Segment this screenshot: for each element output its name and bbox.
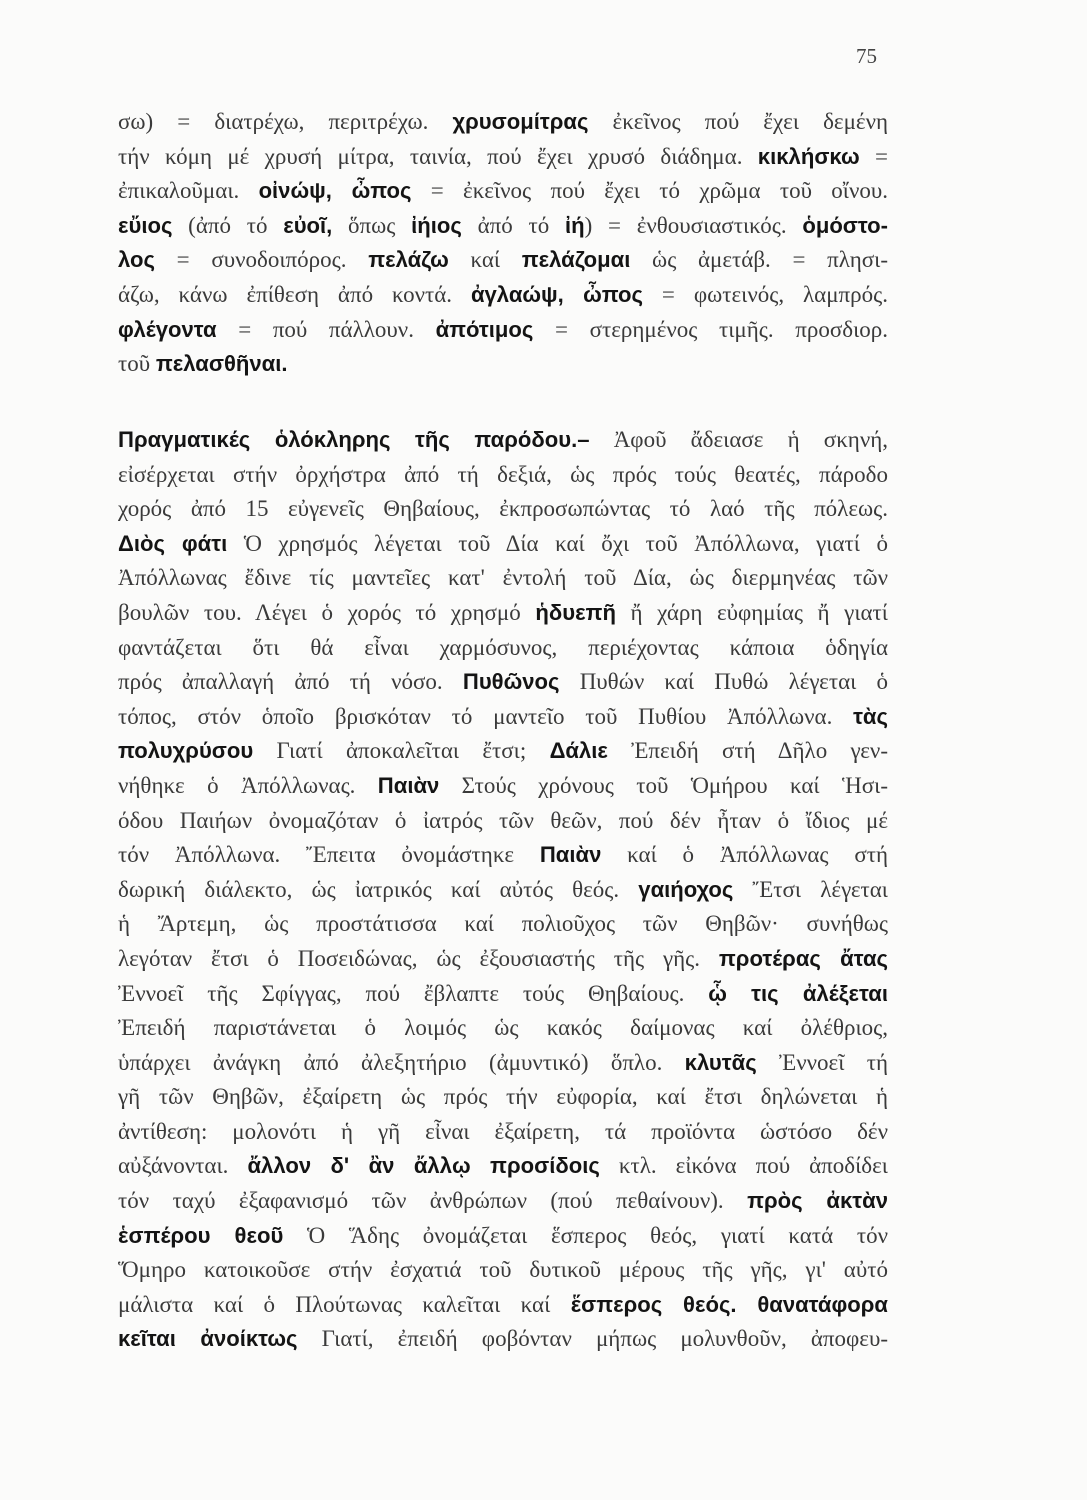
gloss-text: Στούς χρόνους τοῦ Ὁμήρου καί Ἡσι- <box>439 772 888 798</box>
section-heading: Πραγματικές ὁλόκληρης τῆς παρόδου.– <box>118 427 590 452</box>
gloss-text: άζω, κάνω ἐπίθεση ἀπό κοντά. <box>118 281 471 307</box>
gloss-text: Ἀφοῦ ἄδειασε ἡ σκηνή, <box>589 427 888 452</box>
gloss-text: σω) = διατρέχω, περιτρέχω. <box>118 109 453 134</box>
lemma-term: κικλήσκω <box>757 143 860 169</box>
gloss-text: Ὁ Ἅδης ὀνομάζεται ἕσπερος θεός, γιατί κατά τόν <box>283 1222 888 1248</box>
text-line <box>118 907 888 942</box>
text-line <box>118 278 888 313</box>
text-line <box>118 631 888 666</box>
gloss-text: κτλ. εἰκόνα πού ἀποδίδει <box>599 1153 888 1179</box>
gloss-text: Ἔτσι λέγεται <box>733 876 888 902</box>
text-line <box>118 243 888 278</box>
lemma-term: εὐοῖ, <box>283 212 333 238</box>
lemma-term: χρυσομίτρας <box>452 109 589 134</box>
lemma-term: προτέρας ἄτας <box>718 945 888 971</box>
text-line <box>118 1184 888 1219</box>
gloss-text: ὅπως <box>332 212 412 238</box>
lemma-term: οἰνώψ, ὦπος <box>258 178 412 204</box>
text-line <box>118 873 888 908</box>
gloss-text: νήθηκε ὁ Ἀπόλλωνας. <box>118 772 378 798</box>
gloss-text: Ὁ χρησμός λέγεται τοῦ Δία καί ὄχι τοῦ Ἀπόλλωνα, γιατί ὁ <box>227 530 888 556</box>
lemma-term: φλέγοντα <box>118 316 217 342</box>
text-line <box>118 209 888 244</box>
lemma-term: πελασθῆναι. <box>155 351 288 377</box>
gloss-text: μάλιστα καί ὁ Πλούτωνας καλεῖται καί <box>118 1291 571 1317</box>
gloss-text: = ἐκεῖνος πού ἔχει τό χρῶμα τοῦ οἴνου. <box>411 178 888 204</box>
lemma-term: ὁμόστο- <box>802 212 888 238</box>
lemma-term: ἀπότιμος <box>435 316 534 342</box>
gloss-text: ἀντίθεση: μολονότι ἡ γῆ εἶναι ἐξαίρετη, τά προϊόντα ὡστόσο δέν <box>118 1118 888 1144</box>
text-line <box>118 769 888 804</box>
gloss-text: Γιατί ἀποκαλεῖται ἔτσι; <box>253 738 550 764</box>
gloss-text: Ἐννοεῖ τή <box>756 1049 888 1075</box>
gloss-text: ἡ Ἄρτεμη, ὡς προστάτισσα καί πολιοῦχος τῶν Θηβῶν· συνήθως <box>118 911 888 937</box>
gloss-text: = <box>859 143 888 169</box>
lemma-term: Πυθῶνος <box>462 669 560 695</box>
gloss-text: δωρική διάλεκτο, ὡς ἰατρικός καί αὐτός θεός. <box>118 876 639 902</box>
lemma-term: ἀγλαώψ, ὦπος <box>470 281 644 307</box>
gloss-text: Γιατί, ἐπειδή φοβόνταν μήπως μολυνθοῦν, ἀποφευ- <box>297 1326 888 1352</box>
gloss-text: πρός ἀπαλλαγή ἀπό τή νόσο. <box>118 669 463 695</box>
lemma-term: ἄλλον δ' ἂν ἄλλῳ προσίδοις <box>247 1153 600 1179</box>
gloss-text: Ἐπειδή παριστάνεται ὁ λοιμός ὡς κακός δαίμονας καί ὀλέθριος, <box>118 1015 888 1041</box>
lemma-term: ᾧ τις ἀλέξεται <box>708 980 888 1006</box>
text-line <box>118 1115 888 1150</box>
text-line <box>118 174 888 209</box>
gloss-text: = στερημένος τιμῆς. προσδιορ. <box>533 316 888 342</box>
lemma-term: Παιὰν <box>539 842 602 868</box>
text-line <box>118 105 888 140</box>
lemma-term: γαιήοχος <box>638 876 734 902</box>
gloss-text: ἐπικαλοῦμαι. <box>118 178 259 204</box>
gloss-text: λεγόταν ἔτσι ὁ Ποσειδώνας, ὡς ἐξουσιαστής τῆς γῆς. <box>118 945 719 971</box>
gloss-text: ἀπό τό <box>461 212 565 238</box>
lemma-term: ἕσπερος θεός. θανατάφορα <box>570 1291 888 1317</box>
lemma-term: Δάλιε <box>549 738 608 764</box>
lemma-term: Παιὰν <box>377 772 440 798</box>
gloss-text: Ὅμηρο κατοικοῦσε στήν ἐσχατιά τοῦ δυτικοῦ μέρους τῆς γῆς, γι' αὐτό <box>118 1257 888 1283</box>
text-line <box>118 1219 888 1254</box>
lemma-term: πελάζομαι <box>521 247 631 273</box>
text-line <box>118 458 888 493</box>
gloss-text: αὐξάνονται. <box>118 1153 248 1179</box>
glossary-paragraph <box>118 105 888 382</box>
gloss-text: βουλῶν του. Λέγει ὁ χορός τό χρησμό <box>118 599 536 625</box>
text-line <box>118 492 888 527</box>
text-line <box>118 700 888 735</box>
gloss-text: = πού πάλλουν. <box>216 316 436 342</box>
lemma-term: πολυχρύσου <box>118 738 254 764</box>
gloss-text: Ἐννοεῖ τῆς Σφίγγας, πού ἔβλαπτε τούς Θηβαίους. <box>118 980 709 1006</box>
text-line <box>118 1011 888 1046</box>
gloss-text: τόν ταχύ ἐξαφανισμό τῶν ἀνθρώπων (πού πεθαίνουν). <box>118 1188 748 1214</box>
text-line <box>118 1253 888 1288</box>
gloss-text: τήν κόμη μέ χρυσή μίτρα, ταινία, πού ἔχει χρυσό διάδημα. <box>118 143 758 169</box>
page-number: 75 <box>856 44 877 68</box>
gloss-text: Ἀπόλλωνας ἔδινε τίς μαντεῖες κατ' ἐντολή τοῦ Δία, ὡς διερμηνέας τῶν <box>118 565 888 591</box>
lemma-term: ἑσπέρου θεοῦ <box>118 1222 284 1248</box>
text-line <box>118 1149 888 1184</box>
text-line <box>118 347 288 382</box>
text-line <box>118 942 888 977</box>
text-line <box>118 423 888 458</box>
gloss-text: = φωτεινός, λαμπρός. <box>643 281 888 307</box>
text-line <box>118 561 888 596</box>
lemma-term: κεῖται ἀνοίκτως <box>118 1326 298 1352</box>
text-line <box>118 527 888 562</box>
lemma-term: τὰς <box>853 703 888 729</box>
lemma-term: πελάζω <box>368 247 449 273</box>
gloss-text: ) = ἐνθουσιαστικός. <box>584 212 803 238</box>
gloss-text: τόν Ἀπόλλωνα. Ἔπειτα ὀνομάστηκε <box>118 842 540 868</box>
text-line <box>118 977 888 1012</box>
gloss-text: καί ὁ Ἀπόλλωνας στή <box>601 842 888 868</box>
gloss-text: καί <box>448 247 522 273</box>
gloss-text: τόπος, στόν ὁποῖο βρισκόταν τό μαντεῖο τοῦ Πυθίου Ἀπόλλωνα. <box>118 703 854 729</box>
gloss-text: όδου Παιήων ὀνομαζόταν ὁ ἰατρός τῶν θεῶν, πού δέν ἦταν ὁ ἴδιος μέ <box>118 807 888 833</box>
gloss-text: γῆ τῶν Θηβῶν, ἐξαίρετη ὡς πρός τήν εὐφορία, καί ἔτσι δηλώνεται ἡ <box>118 1084 888 1110</box>
text-line <box>118 140 888 175</box>
lemma-term: ἰήιος <box>411 212 462 238</box>
text-line <box>118 1080 888 1115</box>
text-line <box>118 313 888 348</box>
lemma-term: Διὸς φάτι <box>118 530 228 556</box>
gloss-text: εἰσέρχεται στήν ὀρχήστρα ἀπό τή δεξιά, ὡς πρός τούς θεατές, πάροδο <box>118 461 888 487</box>
parodos-commentary-paragraph <box>118 423 888 1357</box>
gloss-text: Ἐπειδή στή Δῆλο γεν- <box>607 738 888 764</box>
gloss-text: ὡς ἀμετάβ. = πλησι- <box>630 247 888 273</box>
gloss-text: φαντάζεται ὅτι θά εἶναι χαρμόσυνος, περιέχοντας κάποια ὁδηγία <box>118 634 888 660</box>
gloss-text: Πυθών καί Πυθώ λέγεται ὁ <box>559 669 888 695</box>
gloss-text: = συνοδοιπόρος. <box>154 247 369 273</box>
text-line <box>118 838 888 873</box>
text-line <box>118 804 888 839</box>
lemma-term: πρὸς ἀκτὰν <box>747 1188 888 1214</box>
text-line <box>118 1288 888 1323</box>
text-line <box>118 665 888 700</box>
gloss-text: ἤ χάρη εὐφημίας ἤ γιατί <box>615 599 888 625</box>
text-line <box>118 734 888 769</box>
lemma-term: ἰή <box>564 212 585 238</box>
gloss-text: ὑπάρχει ἀνάγκη ἀπό ἀλεξητήριο (ἀμυντικό) ὅπλο. <box>118 1049 685 1075</box>
gloss-text: τοῦ <box>118 351 156 377</box>
gloss-text: χορός ἀπό 15 εὐγενεῖς Θηβαίους, ἐκπροσωπώντας τό λαό τῆς πόλεως. <box>118 496 888 522</box>
lemma-term: ἡδυεπῆ <box>535 599 616 625</box>
gloss-text: (ἀπό τό <box>172 212 284 238</box>
lemma-term: κλυτᾶς <box>684 1049 757 1075</box>
text-line <box>118 1046 888 1081</box>
lemma-term: εὔιος <box>118 212 173 238</box>
lemma-term: λος <box>118 247 155 273</box>
gloss-text: ἐκεῖνος πού ἔχει δεμένη <box>588 109 888 134</box>
text-line <box>118 596 888 631</box>
text-line <box>118 1322 888 1357</box>
